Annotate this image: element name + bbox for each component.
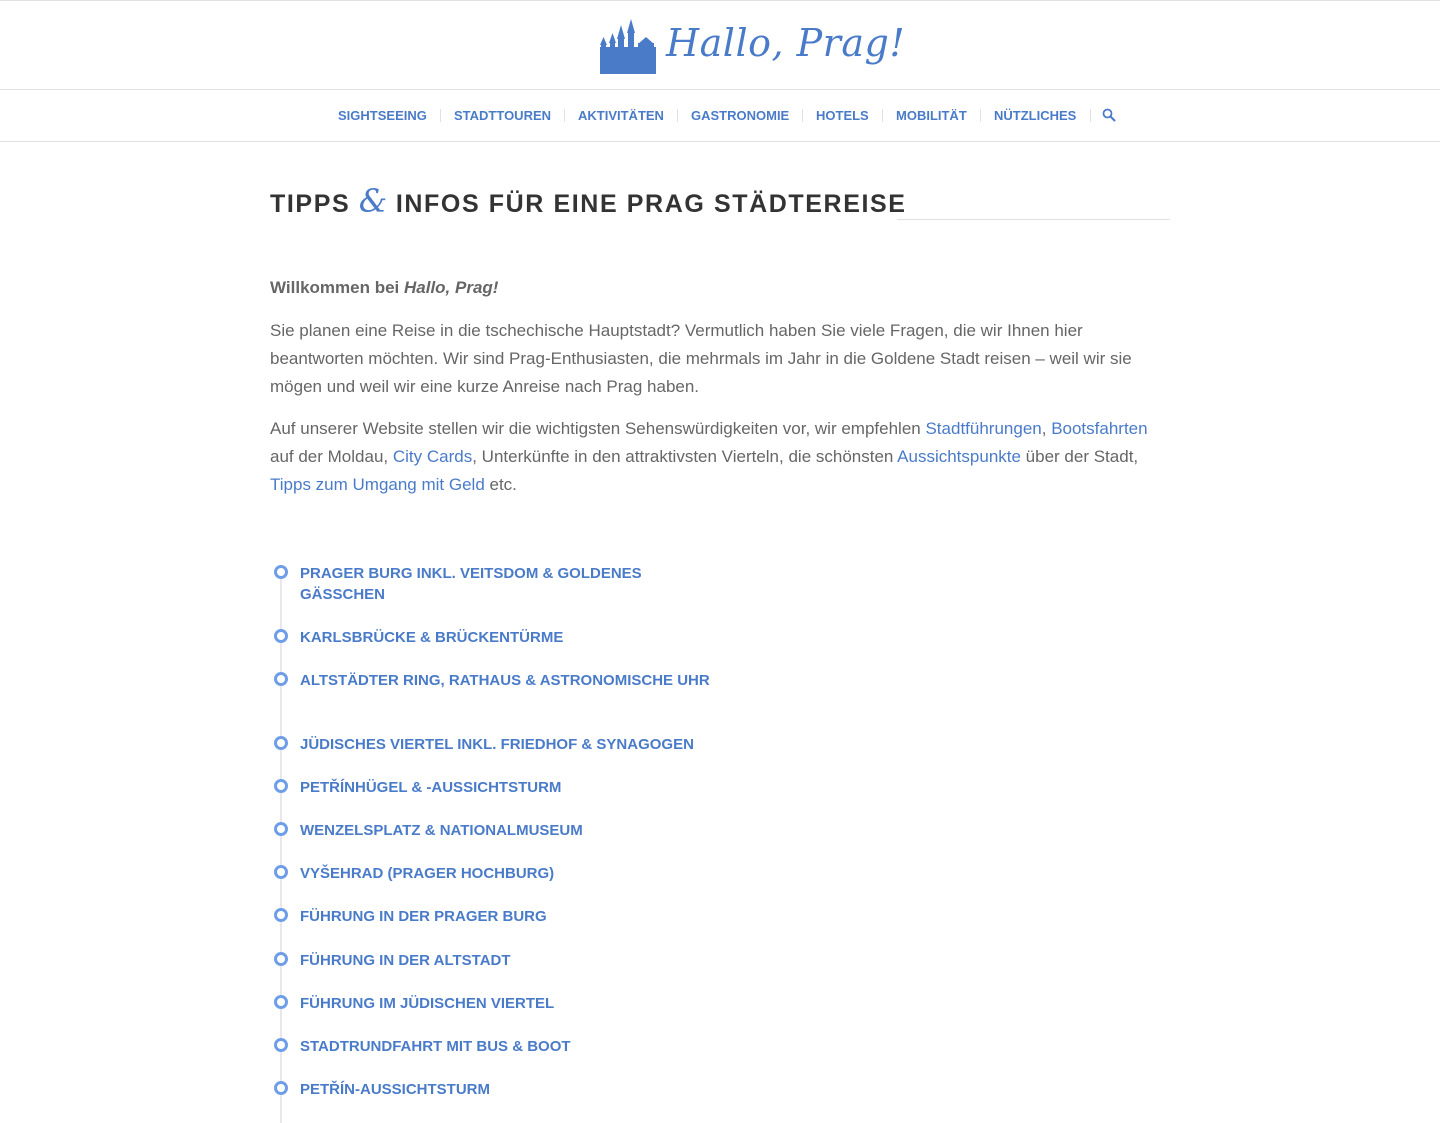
site-logo[interactable]	[598, 17, 906, 77]
search-icon[interactable]	[1102, 108, 1116, 122]
nav-divider	[802, 109, 803, 122]
timeline-dot-icon	[274, 1081, 288, 1095]
text-segment: etc.	[484, 475, 517, 494]
link-tipps-geld[interactable]: Tipps zum Umgang mit Geld	[270, 475, 485, 494]
text-segment: ,	[1041, 419, 1052, 438]
toc-item-label[interactable]: PRAGER BURG INKL. VEITSDOM & GOLDENES GÄSSCHEN	[300, 565, 642, 603]
toc-item-label[interactable]: FÜHRUNG IN DER ALTSTADT	[300, 952, 511, 969]
text-segment: auf der Moldau,	[270, 447, 393, 466]
link-city-cards[interactable]: City Cards	[392, 447, 473, 466]
logo-wordmark: Hallo, Prag!	[666, 21, 906, 65]
logo-bar	[0, 1, 1440, 90]
timeline-dot-icon	[274, 779, 288, 793]
nav-divider	[980, 109, 981, 122]
nav-divider	[677, 109, 678, 122]
timeline-dot-icon	[274, 908, 288, 922]
toc-item-label[interactable]: JÜDISCHES VIERTEL INKL. FRIEDHOF & SYNAGOGEN	[300, 736, 694, 753]
toc-item-label[interactable]: STADTRUNDFAHRT MIT BUS & BOOT	[300, 1038, 571, 1055]
text-segment: Auf unserer Website stellen wir die wichtigsten Sehenswürdigkeiten vor, wir empfehlen	[270, 419, 926, 438]
toc-item-label[interactable]: ALTSTÄDTER RING, RATHAUS & ASTRONOMISCHE UHR	[300, 672, 710, 689]
nav-divider	[564, 109, 565, 122]
page-title	[270, 182, 907, 226]
nav-item-nuetzliches[interactable]: NÜTZLICHES	[994, 108, 1077, 123]
nav-item-sightseeing[interactable]: SIGHTSEEING	[338, 108, 427, 123]
main-nav	[0, 90, 1440, 142]
welcome-site-name: Hallo, Prag!	[403, 278, 499, 297]
intro-section	[270, 274, 1170, 513]
link-stadtfuehrungen[interactable]: Stadtführungen	[925, 419, 1042, 438]
timeline-dot-icon	[274, 1038, 288, 1052]
nav-item-aktivitaeten[interactable]: AKTIVITÄTEN	[578, 108, 664, 123]
nav-item-gastronomie[interactable]: GASTRONOMIE	[691, 108, 790, 123]
toc-item-label[interactable]: WENZELSPLATZ & NATIONALMUSEUM	[300, 822, 583, 839]
text-segment: , Unterkünfte in den attraktivsten Vierteln, die schönsten	[472, 447, 898, 466]
link-aussichtspunkte[interactable]: Aussichtspunkte	[897, 447, 1021, 466]
toc-item-label[interactable]: VYŠEHRAD (PRAGER HOCHBURG)	[300, 865, 555, 882]
site-header	[0, 0, 1440, 141]
toc-item-label[interactable]: PETŘÍNHÜGEL & -AUSSICHTSTURM	[300, 779, 562, 796]
link-bootsfahrten[interactable]: Bootsfahrten	[1051, 419, 1148, 438]
timeline-dot-icon	[274, 565, 288, 579]
timeline-dot-icon	[274, 629, 288, 643]
nav-item-stadttouren[interactable]: STADTTOUREN	[454, 108, 552, 123]
timeline-dot-icon	[274, 952, 288, 966]
nav-item-hotels[interactable]: HOTELS	[816, 108, 869, 123]
toc-item-label[interactable]: FÜHRUNG IN DER PRAGER BURG	[300, 908, 547, 925]
nav-item-mobilitaet[interactable]: MOBILITÄT	[896, 108, 967, 123]
title-divider	[897, 219, 1170, 220]
website-paragraph	[270, 415, 1170, 499]
timeline-dot-icon	[274, 822, 288, 836]
timeline-dot-icon	[274, 736, 288, 750]
page-title-ampersand: &	[358, 182, 388, 220]
intro-paragraph: Sie planen eine Reise in die tschechische Hauptstadt? Vermutlich haben Sie viele Fragen, die wir Ihnen hier beantworten möchten. Wir sind Prag-Enthusiasten, die mehrmals im Jahr in die Goldene Stadt reisen – weil wir sie mögen und weil wir eine kurze Anreise nach Prag haben.	[270, 321, 1132, 396]
page-title-part1: TIPPS	[270, 190, 351, 218]
welcome-line	[270, 274, 1170, 302]
toc-item-label[interactable]: KARLSBRÜCKE & BRÜCKENTÜRME	[300, 629, 564, 646]
timeline-dot-icon	[274, 995, 288, 1009]
toc-item-label[interactable]: PETŘÍN-AUSSICHTSTURM	[300, 1081, 490, 1098]
timeline-dot-icon	[274, 672, 288, 686]
text-segment: über der Stadt,	[1020, 447, 1139, 466]
page-title-part2: INFOS FÜR EINE PRAG STÄDTEREISE	[395, 190, 907, 218]
timeline-dot-icon	[274, 865, 288, 879]
welcome-prefix: Willkommen bei	[270, 278, 404, 297]
toc-item-label[interactable]: FÜHRUNG IM JÜDISCHEN VIERTEL	[300, 995, 555, 1012]
nav-divider	[1090, 109, 1091, 122]
nav-divider	[882, 109, 883, 122]
nav-divider	[440, 109, 441, 122]
prague-cathedral-icon	[598, 17, 658, 77]
